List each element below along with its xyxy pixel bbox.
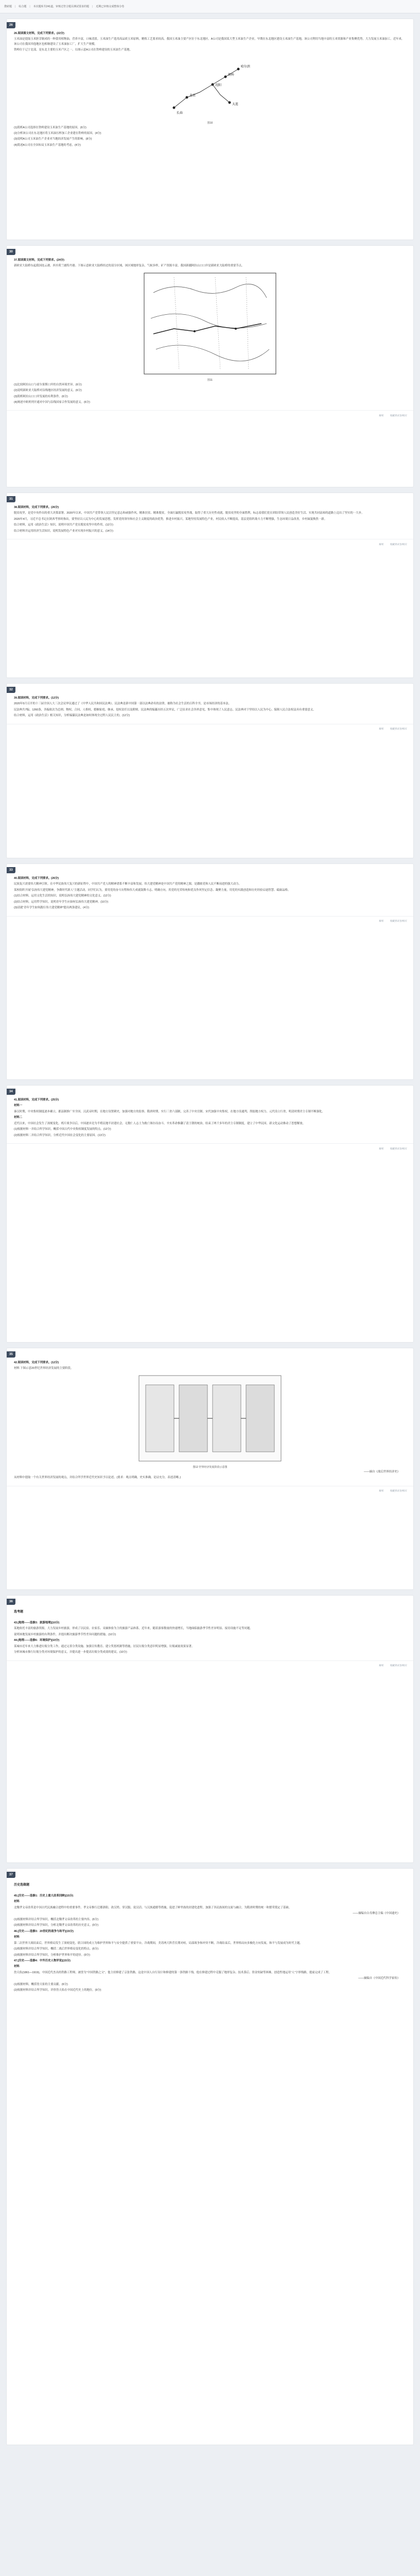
- sub-question: (1)根据材料，概括詹天佑的主要贡献。(6分): [14, 1982, 68, 1986]
- breadcrumb-item[interactable]: 综合题: [19, 5, 27, 8]
- question-paragraph: 新欧亚大陆桥东起我国连云港，西至荷兰鹿特丹港。下图示意欧亚大陆桥经过的部分区域。该区域地形复杂，气候多样，矿产资源丰富。我国新疆阿拉山口口岸是新欧亚大陆桥的重要节点。: [14, 264, 244, 268]
- sub-question: (1)根据材料并结合所学知识，概括北魏孝文帝改革的主要内容。(6分): [14, 1918, 99, 1921]
- breadcrumb-item: 近期已审核完成整体分卷: [96, 5, 125, 8]
- source-line: ——摘编自《中国近代科学家传》: [358, 1977, 400, 1980]
- question-body: [7, 693, 413, 724]
- question-stem: 40.阅读材料，完成下列要求。(26分): [14, 877, 59, 880]
- sub-question: 分析该城市推行垃圾分类对环境保护的意义，并提出进一步提高垃圾分类成效的建议。(10分): [14, 1651, 127, 1654]
- question-stem: 43.[地理——选修3：旅游地理](10分): [14, 1621, 60, 1624]
- question-actions: [7, 1660, 413, 1671]
- analysis-link[interactable]: 解析: [379, 414, 384, 417]
- question-stem: 44.[地理——选修6：环境保护](10分): [14, 1639, 60, 1642]
- question-actions: [7, 1143, 413, 1154]
- map-label: 北京: [189, 94, 196, 97]
- question-actions: [7, 724, 413, 734]
- sub-question: (4)简述A公司在全国布局玉米油生产基地的考虑。(4分): [14, 143, 81, 147]
- collect-link[interactable]: 收藏到试卷/相应: [390, 543, 407, 546]
- question-paragraph: 某地依托丰富的旅游资源，大力发展乡村旅游，形成了以民宿、农家乐、采摘体验为主的旅游产品体系。近年来，随着游客数量的快速增长，当地面临旅游季节性差异明显、接待设施不足等问题。: [14, 1627, 253, 1631]
- question-card: [6, 1595, 414, 1863]
- material-label: 材料二: [14, 1116, 23, 1120]
- question-stem: 37.阅读图文材料，完成下列要求。(24分): [14, 259, 64, 262]
- question-number: 32: [7, 687, 15, 693]
- question-stem: 46.[历史——选修3：20世纪的战争与和平](15分): [14, 1929, 74, 1933]
- sub-question: 说明该地发展乡村旅游的有利条件，并提出解决旅游季节性差异问题的措施。(10分): [14, 1633, 116, 1636]
- collect-link[interactable]: 收藏到试卷/相应: [390, 727, 407, 731]
- sub-question: (3)简析阿拉山口口岸发展的有利条件。(6分): [14, 395, 68, 398]
- analysis-link[interactable]: 解析: [379, 1489, 384, 1493]
- material-label: 材料: [14, 1936, 20, 1939]
- question-number: 35: [7, 1351, 15, 1358]
- sub-question: 从材料中提取一个有关世界经济发展的观点，并结合所学世界近代史知识予以论述。(要求：观点明确，史实准确，论证充分，表述清晰。): [14, 1476, 181, 1480]
- question-actions: [7, 916, 413, 926]
- breadcrumb-item: 本次题库共241道，审核过符合题目测试要求的题: [33, 5, 90, 8]
- question-body: [7, 28, 413, 153]
- sub-question: (2)根据材料并结合所学知识，分析北魏孝文帝改革的历史意义。(9分): [14, 1924, 99, 1927]
- analysis-link[interactable]: 解析: [379, 1147, 384, 1150]
- question-paragraph: 铁岭位于辽宁北部，是东北主要的玉米产区之一。右图示意A公司在铁岭建设的玉米油生产基地。: [14, 48, 133, 52]
- diagram-figure: [14, 1375, 406, 1462]
- question-stem: 39.阅读材料，完成下列要求。(12分): [14, 697, 59, 700]
- question-paragraph: 脱贫攻坚，是党中央作出的重大决策部署。2020年以来，中国共产党带领人民以坚定意志和顽强作风，精准扶贫、精准脱贫，全面打赢脱贫攻坚战，取得了重大历史性成就。脱贫攻坚的全面胜利，标志着我们党在团结带领人民创造美好生活、实现共同富裕的道路上迈出了坚实的一大步。: [14, 512, 364, 515]
- question-paragraph: 秦汉时期，中央集权制度逐步确立，郡县制推广至全国。汉武帝时期，在地方设置刺史，加强对地方的监察。隋唐时期，实行三省六部制，完善了中央官制。宋代加强中央集权，在地方设通判，削弱地方权力。元代设立行省，明清时期君主专制不断强化。: [14, 1110, 325, 1113]
- sub-question: (1)简析A公司选择在铁岭建设玉米油生产基地的原因。(6分): [14, 126, 86, 129]
- section-title: 选考题: [14, 1611, 24, 1614]
- source-line: ——摘自《战后世界经济史》: [363, 1470, 400, 1473]
- collect-link[interactable]: 收藏到试卷/相应: [390, 414, 407, 417]
- question-card: [6, 1085, 414, 1343]
- analysis-link[interactable]: 解析: [379, 1664, 384, 1667]
- location-map: [164, 56, 256, 118]
- question-number: 36: [7, 1599, 15, 1605]
- question-card: [6, 1868, 414, 2445]
- question-card: [6, 245, 414, 487]
- section-title: 历史选做题: [14, 1884, 30, 1887]
- source-line: ——摘编自白寿彝总主编《中国通史》: [353, 1912, 400, 1916]
- question-body: [7, 255, 413, 410]
- question-stem: 42.阅读材料，完成下列要求。(12分): [14, 1361, 59, 1364]
- question-number: 33: [7, 867, 15, 873]
- question-paragraph: 2020年4月，习近平总书记在陕西考察时指出，要坚持以人民为中心的发展思想，发挥党的领导和社会主义制度的政治优势，推进乡村振兴。某地坚持发展特色产业，村民收入不断提高，基层党组织战斗力不断增强，生态环境日益改善，乡村面貌焕然一新。: [14, 517, 327, 521]
- question-stem: 47.[历史——选修4：中外历史人物评说](15分): [14, 1959, 71, 1962]
- sub-question: (2)说明新欧亚大陆桥对沿线地区经济发展的意义。(6分): [14, 389, 82, 393]
- breadcrumb-separator: |: [29, 5, 30, 8]
- question-stem: 38.阅读材料，完成下列要求。(26分): [14, 506, 59, 509]
- question-body: [7, 1095, 413, 1143]
- sub-question: (1)比较阿拉山口与霍尔果斯口岸的自然环境差异。(6分): [14, 383, 82, 386]
- sub-question: (2)结合材料，运用哲学知识，说明青年学生应如何弘扬伟大建党精神。(10分): [14, 900, 109, 904]
- question-number: 31: [7, 496, 15, 502]
- region-map: [143, 272, 277, 375]
- question-number: 37: [7, 1872, 15, 1878]
- figure-caption: 图11: [207, 378, 213, 382]
- question-actions: [7, 1486, 413, 1496]
- question-paragraph: 玉米油是提取玉米胚芽制成的一种食用植物油，营养丰富，口味清淡。玉米油生产选用高品质玉米原料，精炼工艺要求较高。我国玉米油主要产区位于东北地区。A公司是我国某大型玉米油生产企业，早期在东北地区建设玉米油生产基地，该公司利用当地丰富的玉米资源和产业集聚优势，大力发展玉米油加工。近年来，该公司在我国其他地区也相继建设了玉米油加工厂，扩大生产规模。: [14, 38, 405, 46]
- analysis-link[interactable]: 解析: [379, 920, 384, 923]
- map-label: 沈阳: [215, 83, 222, 87]
- question-number: 34: [7, 1089, 15, 1095]
- question-body: [7, 502, 413, 539]
- breadcrumb-separator: |: [92, 5, 93, 8]
- collect-link[interactable]: 收藏到试卷/相应: [390, 920, 407, 923]
- sub-question: (3)说明A公司玉米油生产企业对当地经济发展产生的影响。(8分): [14, 138, 92, 141]
- question-actions: [7, 539, 413, 549]
- sub-question: (2)分析该公司在东北地区将玉米油压榨加工企业建在铁岭的原因。(4分): [14, 132, 101, 135]
- question-card: [6, 493, 414, 678]
- question-stem: 41.阅读材料，完成下列要求。(25分): [14, 1098, 59, 1101]
- sub-question: 结合材料，运用《政治生活》相关知识，分析编纂民法典是如何体现全过程人民民主的。(12分): [14, 714, 130, 718]
- question-list: [0, 13, 420, 2455]
- breadcrumb-item[interactable]: 搜索题: [4, 5, 12, 8]
- question-stem: 45.[历史——选修1：历史上重大改革回眸](15分): [14, 1894, 74, 1897]
- question-paragraph: 材料 下图示意20世纪世界经济发展的主要阶段。: [14, 1367, 74, 1370]
- sub-question: (1)结合材料，运用文化生活的知识，说明弘扬伟大建党精神的文化意义。(12分): [14, 894, 111, 898]
- question-body: [7, 873, 413, 916]
- map-figure: [14, 272, 406, 375]
- map-label: 长春: [177, 111, 183, 115]
- question-number: 26: [7, 22, 15, 28]
- breadcrumb-separator: |: [15, 5, 16, 8]
- sub-question: (4)阐述中欧班列开通对中国与沿线国家合作发展的意义。(6分): [14, 401, 90, 404]
- analysis-link[interactable]: 解析: [379, 543, 384, 546]
- question-paragraph: 2020年5月召开的十三届全国人大三次会议审议通过了《中华人民共和国民法典》。民法典是新中国第一部以法典命名的法律，被称为社会生活的百科全书，是市场经济的基本法。: [14, 702, 231, 706]
- question-body: [7, 1618, 413, 1660]
- question-actions: [7, 410, 413, 420]
- map-figure: [14, 56, 406, 118]
- question-paragraph: 北魏孝文帝改革是中国古代民族融合进程中的重要事件。孝文帝推行迁都洛阳、改汉姓、穿汉服、说汉话、与汉族通婚等措施，促进了鲜卑族的封建化进程，加强了各民族间的交流与融合，为隋唐时期的统一和繁荣奠定了基础。: [14, 1906, 292, 1909]
- question-paragraph: 某城市近年来大力推进垃圾分类工作，通过完善分类设施、加强宣传教育、建立奖惩机制等措施，居民垃圾分类意识明显增强，垃圾减量效果显著。: [14, 1645, 195, 1648]
- map-label: 哈尔滨: [241, 65, 251, 69]
- sub-question: (3)请就“青年学生如何践行伟大建党精神”提出两条建议。(4分): [14, 906, 90, 910]
- collect-link[interactable]: 收藏到试卷/相应: [390, 1489, 407, 1493]
- sub-question: (1)根据材料一并结合所学知识，概括中国古代中央集权制度发展的特点。(12分): [14, 1128, 111, 1131]
- top-breadcrumb-bar: [0, 0, 420, 13]
- question-number: 30: [7, 249, 15, 255]
- sub-question: (2)根据材料并结合所学知识，评价詹天佑在中国近代史上的地位。(9分): [14, 1989, 101, 1992]
- question-card: [6, 683, 414, 858]
- stages-diagram: [138, 1375, 282, 1462]
- sub-question: (2)根据材料并结合所学知识，分析维护世界和平的途径。(9分): [14, 1953, 90, 1957]
- question-paragraph: 民法典共7编、1260条，各编依次为总则、物权、合同、人格权、婚姻家庭、继承、侵权责任以及附则。民法典的编纂历经五次审议，广泛征求社会各界意见，集中体现了人民意志。民法典对于坚持以人民为中心、保障人民合法权益具有重要意义。: [14, 708, 316, 711]
- sub-question: (2)根据材料二并结合所学知识，分析近代中国社会变化的主要原因。(13分): [14, 1133, 106, 1137]
- material-label: 材料: [14, 1965, 20, 1969]
- question-card: [6, 863, 414, 1080]
- question-stem: 26.阅读图文材料，完成下列要求。(22分): [14, 32, 64, 35]
- question-paragraph: 近代以来，中国社会发生了深刻变化。鸦片战争以后，中国逐步沦为半殖民地半封建社会。无数仁人志士为救亡图存而奋斗。辛亥革命推翻了清王朝的统治，结束了两千多年的君主专制制度，建立了中华民国。新文化运动推动了思想解放。: [14, 1122, 306, 1125]
- material-label: 材料一: [14, 1104, 23, 1108]
- question-card: [6, 19, 414, 240]
- sub-question: (1)根据材料并结合所学知识，概括二战后世界格局变化的特点。(6分): [14, 1947, 99, 1951]
- question-card: [6, 1348, 414, 1590]
- material-label: 材料: [14, 1900, 20, 1904]
- analysis-link[interactable]: 解析: [379, 727, 384, 731]
- question-paragraph: 第二次世界大战结束后，世界格局发生了深刻变化。联合国的成立为维护世界和平与安全提供了重要平台。冷战期间，美苏两大阵营长期对峙，局部战争和冲突不断。冷战结束后，世界格局向多极化方向发展，和平与发展成为时代主题。: [14, 1941, 303, 1945]
- collect-link[interactable]: 收藏到试卷/相应: [390, 1664, 407, 1667]
- collect-link[interactable]: 收藏到试卷/相应: [390, 1147, 407, 1150]
- map-label: 大连: [232, 103, 239, 106]
- question-paragraph: 民族复兴需要伟大精神引领。在中华民族伟大复兴的新征程中，中国共产党人的精神谱系不断丰富和发展。伟大建党精神是中国共产党的精神之源，是激励党和人民不断前进的强大动力。: [14, 883, 242, 886]
- sub-question: 结合材料，运用《政治生活》知识，说明中国共产党在脱贫攻坚中的作用。(12分): [14, 523, 113, 527]
- question-body: [7, 1358, 413, 1486]
- figure-caption: 图12 世界经济发展阶段示意图: [192, 1465, 227, 1469]
- question-paragraph: 某校组织开展“弘扬伟大建党精神，争做时代新人”主题活动。同学们认为，要用党的奋斗历程和伟大成就鼓舞斗志、明确方向，用党的光荣传统和优良作风坚定信念、凝聚力量，用党的实践创造和历史经验启迪智慧、砥砺品格。: [14, 888, 291, 892]
- question-body: [7, 1891, 413, 1998]
- question-paragraph: 詹天佑(1861—1919)，中国近代杰出的铁路工程师，被誉为“中国铁路之父”。他主持修建了京张铁路，这是中国人自行设计和修建的第一条铁路干线。他在修建过程中克服了地形复杂、技术落后、资金短缺等困难，创造性地运用“人”字形线路，提前完成了工程。: [14, 1971, 331, 1974]
- sub-question: 结合材料并运用经济生活知识，说明发展特色产业对实现乡村振兴的意义。(14分): [14, 529, 113, 533]
- figure-caption: 图10: [207, 121, 213, 125]
- map-label: 铁岭: [228, 73, 235, 77]
